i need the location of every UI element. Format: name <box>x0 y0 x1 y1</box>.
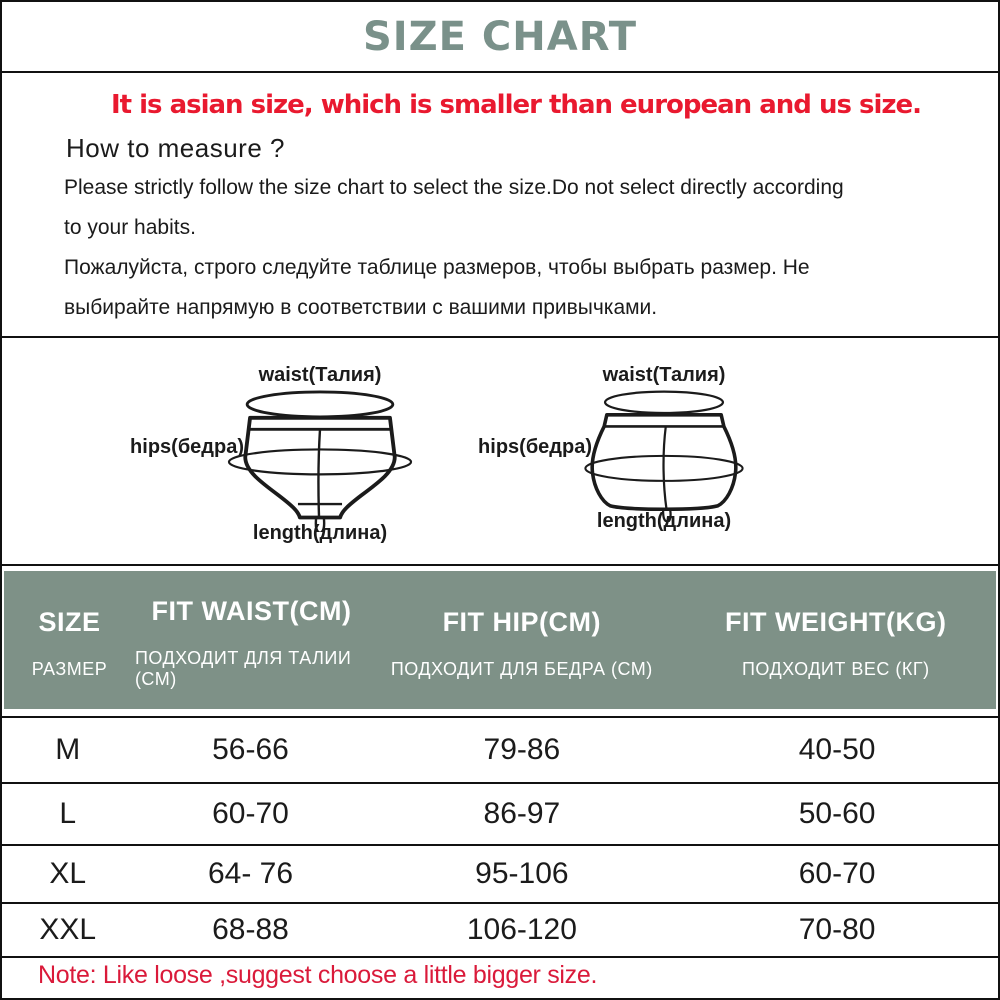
title-box <box>2 2 998 73</box>
header-hip <box>368 571 676 709</box>
intro-section <box>2 73 998 338</box>
brief-length-label: length(длина) <box>252 522 388 544</box>
instruction-line-en-2: to your habits. <box>64 216 196 239</box>
brief-diagram <box>2 338 500 564</box>
instruction-line-ru-1: Пожалуйста, строго следуйте таблице размеров, чтобы выбрать размер. Не <box>64 256 810 279</box>
asian-size-warning: It is asian size, which is smaller than european and us size. <box>110 90 922 120</box>
header-waist <box>135 571 368 709</box>
brief-waist-label: waist(Талия) <box>258 364 382 386</box>
size-table-body <box>2 716 998 958</box>
cell-waist: 56-66 <box>212 733 289 766</box>
header-size <box>4 571 135 709</box>
header-weight <box>676 571 996 709</box>
boyshort-waist-label: waist(Талия) <box>602 364 726 386</box>
cell-hip: 106-120 <box>466 913 577 946</box>
cell-weight: 60-70 <box>798 857 876 890</box>
header-waist-en: FIT WAIST(CM) <box>151 596 352 626</box>
boyshort-diagram <box>478 338 998 564</box>
instruction-line-en-1: Please strictly follow the size chart to select the size.Do not select directly according <box>64 176 844 199</box>
table-row-xl <box>2 846 998 904</box>
boyshort-hips-label: hips(бедра) <box>478 436 592 458</box>
cell-hip: 95-106 <box>475 857 569 890</box>
cell-waist: 64- 76 <box>207 857 294 890</box>
cell-hip: 86-97 <box>483 797 561 830</box>
note-row <box>2 958 998 993</box>
cell-waist: 60-70 <box>212 797 289 830</box>
size-table-header <box>4 571 996 709</box>
cell-weight: 40-50 <box>798 733 876 766</box>
header-weight-ru: ПОДХОДИТ ВЕС (КГ) <box>741 658 930 679</box>
instruction-line-ru-2: выбирайте напрямую в соответствии с вашими привычками. <box>64 296 658 319</box>
cell-size: XXL <box>39 913 97 946</box>
how-to-measure-heading: How to measure ? <box>66 133 285 163</box>
cell-size: XL <box>49 857 87 890</box>
cell-weight: 70-80 <box>798 913 876 946</box>
header-weight-en: FIT WEIGHT(KG) <box>725 606 947 637</box>
brief-drawing-icon <box>205 388 435 532</box>
cell-weight: 50-60 <box>798 797 876 830</box>
header-hip-en: FIT HIP(CM) <box>442 606 602 637</box>
boyshort-length-label: length(длина) <box>596 510 732 532</box>
page-title: SIZE CHART <box>362 13 638 60</box>
header-size-ru: РАЗМЕР <box>31 658 108 679</box>
header-hip-ru: ПОДХОДИТ ДЛЯ БЕДРА (СМ) <box>390 658 653 679</box>
header-size-en: SIZE <box>38 606 101 637</box>
table-row-l <box>2 784 998 846</box>
cell-waist: 68-88 <box>212 913 289 946</box>
cell-hip: 79-86 <box>483 733 561 766</box>
table-row-xxl <box>2 904 998 958</box>
note-text: Note: Like loose ,suggest choose a little bigger size. <box>38 961 598 989</box>
header-waist-ru: ПОДХОДИТ ДЛЯ ТАЛИИ (СМ) <box>134 648 352 689</box>
measure-diagrams-section <box>2 338 998 566</box>
brief-hips-label: hips(бедра) <box>130 436 244 458</box>
table-row-m <box>2 718 998 784</box>
cell-size: M <box>55 733 81 766</box>
cell-size: L <box>59 797 77 830</box>
